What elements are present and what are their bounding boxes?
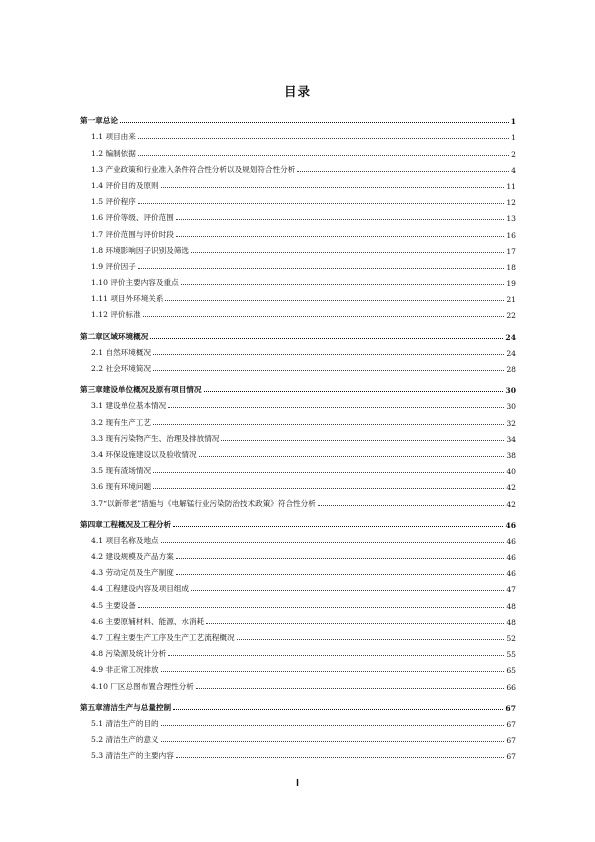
toc-section-entry[interactable] [80,476,516,492]
dot-leader [143,316,505,317]
toc-section-entry[interactable] [80,444,516,460]
toc-section-entry[interactable] [80,530,516,546]
dot-leader [168,655,504,656]
toc-entry-label: 1.3 产业政策和行业准入条件符合性分析以及规划符合性分析 [91,164,296,174]
toc-section-entry[interactable] [80,358,516,374]
toc-entry-page: 67 [506,719,516,729]
toc-section-entry[interactable] [80,411,516,427]
toc-entry-page: 28 [506,365,516,374]
toc-entry-label: 3.7“以新带老”措施与《电解锰行业污染防治技术政策》符合性分析 [91,498,316,508]
toc-chapter-entry[interactable] [80,514,516,530]
dot-leader [206,623,504,624]
toc-entry-page: 40 [506,467,516,477]
dot-leader [297,171,509,172]
toc-entry-page: 24 [506,348,516,358]
toc-section-entry[interactable] [80,175,516,191]
toc-section-entry[interactable] [80,659,516,675]
dot-leader [153,370,504,371]
toc-section-entry[interactable] [80,562,516,578]
dot-leader [176,574,504,575]
toc-entry-label: 3.4 环保设施建设以及验收情况 [91,449,197,459]
toc-entry-label: 第二章区域环境概况 [80,331,149,341]
toc-entry-page: 19 [506,279,516,289]
toc-entry-page: 2 [511,149,516,159]
toc-entry-page: 46 [506,536,516,546]
toc-entry-label: 4.6 主要原辅材料、能源、水消耗 [91,616,205,626]
toc-entry-label: 1.12 评价标准 [91,310,141,320]
toc-section-entry[interactable] [80,191,516,207]
dot-leader [161,671,505,672]
toc-section-entry[interactable] [80,729,516,745]
toc-section-entry[interactable] [80,643,516,659]
toc-section-entry[interactable] [80,126,516,142]
toc-entry-label: 4.7 工程主要生产工序及生产工艺流程概况 [91,633,235,642]
toc-entry-page: 67 [505,703,516,713]
dot-leader [161,542,505,543]
toc-section-entry[interactable] [80,460,516,476]
toc-entry-page: 42 [506,483,516,493]
toc-entry-page: 48 [506,601,516,611]
dot-leader [138,268,504,269]
dot-leader [204,391,504,392]
dot-leader [150,338,503,339]
toc-section-entry[interactable] [80,675,516,691]
toc-section-entry[interactable] [80,395,516,411]
dot-leader [153,424,504,425]
toc-entry-label: 1.6 评价等级、评价范围 [91,213,174,223]
toc-entry-page: 67 [506,736,516,746]
dot-leader [153,472,504,473]
toc-section-entry[interactable] [80,492,516,508]
toc-entry-page: 24 [505,332,516,342]
toc-entry-page: 11 [506,181,516,191]
page-number: I [296,778,299,789]
toc-entry-page: 65 [506,666,516,676]
toc-entry-label: 3.1 建设单位基本情况 [91,401,167,411]
toc-chapter-entry[interactable] [80,325,516,341]
dot-leader [138,607,504,608]
toc-entry-label: 4.4 工程建设内容及项目组成 [91,584,190,594]
toc-entry-label: 1.10 评价主要内容及重点 [91,278,179,288]
toc-entry-page: 38 [506,450,516,460]
dot-leader [221,440,504,441]
toc-entry-page: 1 [510,117,516,127]
toc-section-entry[interactable] [80,713,516,729]
toc-entry-label: 2.2 社会环境简况 [91,364,152,373]
toc-entry-label: 3.6 现有环境问题 [91,482,152,492]
toc-entry-page: 46 [506,553,516,563]
dot-leader [176,558,504,559]
toc-entry-label: 5.2 清洁生产的意义 [91,735,159,745]
toc-entry-label: 1.8 环境影响因子识别及筛选 [91,245,190,255]
toc-section-entry[interactable] [80,256,516,272]
toc-entry-label: 1.7 评价范围与评价时段 [91,229,174,239]
toc-chapter-entry[interactable] [80,379,516,395]
toc-entry-page: 46 [506,569,516,579]
toc-entry-page: 4 [511,165,516,175]
toc-entry-page: 47 [506,585,516,595]
dot-leader [120,122,509,123]
toc-section-entry[interactable] [80,594,516,610]
toc-entry-page: 55 [506,650,516,660]
toc-entry-label: 3.3 现有污染物产生、治理及排放情况 [91,433,220,443]
dot-leader [176,236,504,237]
toc-entry-label: 5.1 清洁生产的目的 [91,718,159,728]
dot-leader [153,354,504,355]
toc-entry-label: 1.5 评价程序 [91,197,136,207]
toc-entry-page: 30 [506,402,516,412]
toc-section-entry[interactable] [80,272,516,288]
toc-section-entry[interactable] [80,288,516,304]
dot-leader [199,456,505,457]
toc-entry-page: 21 [506,295,516,305]
dot-leader [191,252,504,253]
toc-entry-label: 4.10 厂区总图布置合理性分析 [91,681,194,691]
dot-leader [181,284,505,285]
toc-section-entry[interactable] [80,428,516,444]
dot-leader [153,488,504,489]
toc-section-entry[interactable] [80,546,516,562]
toc-entry-page: 12 [506,198,516,208]
toc-entry-label: 第四章工程概况及工程分析 [80,519,172,529]
toc-section-entry[interactable] [80,159,516,175]
dot-leader [176,219,504,220]
toc-section-entry[interactable] [80,223,516,239]
toc-entry-page: 67 [506,752,516,762]
toc-entry-page: 17 [506,246,516,256]
toc-section-entry[interactable] [80,627,516,643]
dot-leader [161,725,505,726]
toc-entry-page: 22 [506,311,516,321]
toc-entry-label: 1.11 项目外环境关系 [91,294,164,304]
toc-entry-page: 32 [506,418,516,428]
dot-leader [191,590,504,591]
toc-section-entry[interactable] [80,240,516,256]
dot-leader [168,407,504,408]
toc-section-entry[interactable] [80,611,516,627]
toc-section-entry[interactable] [80,142,516,158]
toc-entry-label: 4.3 劳动定员及生产制度 [91,568,174,578]
toc-section-entry[interactable] [80,304,516,320]
toc-entry-label: 2.1 自然环境概况 [91,347,152,357]
dot-leader [165,300,504,301]
toc-entry-label: 1.4 评价目的及原则 [91,180,159,190]
toc-entry-label: 4.1 项目名称及地点 [91,535,159,545]
toc-section-entry[interactable] [80,207,516,223]
toc-entry-label: 5.3 清洁生产的主要内容 [91,751,174,761]
toc-entry-label: 3.2 现有生产工艺 [91,417,152,427]
toc-entry-page: 52 [506,634,516,643]
dot-leader [138,155,509,156]
toc-entry-page: 46 [505,520,516,530]
toc-entry-label: 第三章建设单位概况及原有项目情况 [80,385,202,395]
toc-section-entry[interactable] [80,342,516,358]
toc-entry-page: 66 [506,682,516,692]
dot-leader [176,757,504,758]
toc-entry-label: 4.5 主要设备 [91,600,136,610]
dot-leader [237,639,505,640]
dot-leader [318,505,504,506]
toc-entry-label: 3.5 现有渣场情况 [91,466,152,476]
toc-entry-label: 第五章清洁生产与总量控制 [80,702,172,712]
toc-entry-page: 1 [511,133,516,143]
toc-entry-page: 30 [505,386,516,396]
toc-entry-label: 1.2 编制依据 [91,148,136,158]
toc-section-entry[interactable] [80,578,516,594]
toc-section-entry[interactable] [80,745,516,761]
table-of-contents [80,110,516,761]
dot-leader [173,526,503,527]
toc-entry-label: 1.9 评价因子 [91,261,136,271]
toc-entry-page: 48 [506,617,516,627]
toc-chapter-entry[interactable] [80,697,516,713]
dot-leader [161,187,505,188]
toc-entry-label: 4.8 污染源及统计分析 [91,649,167,659]
dot-leader [138,203,504,204]
dot-leader [196,688,504,689]
toc-entry-page: 18 [506,262,516,272]
dot-leader [173,709,503,710]
toc-entry-page: 34 [506,434,516,444]
toc-entry-label: 4.2 建设规模及产品方案 [91,552,174,562]
toc-chapter-entry[interactable] [80,110,516,126]
dot-leader [161,741,505,742]
toc-title: 目录 [283,84,311,99]
toc-entry-label: 4.9 非正常工况排放 [91,665,159,675]
toc-entry-label: 1.1 项目由来 [91,132,136,142]
toc-entry-label: 第一章总论 [80,116,118,126]
toc-entry-page: 16 [506,230,516,240]
toc-entry-page: 42 [506,499,516,509]
dot-leader [138,138,509,139]
toc-entry-page: 13 [506,214,516,224]
